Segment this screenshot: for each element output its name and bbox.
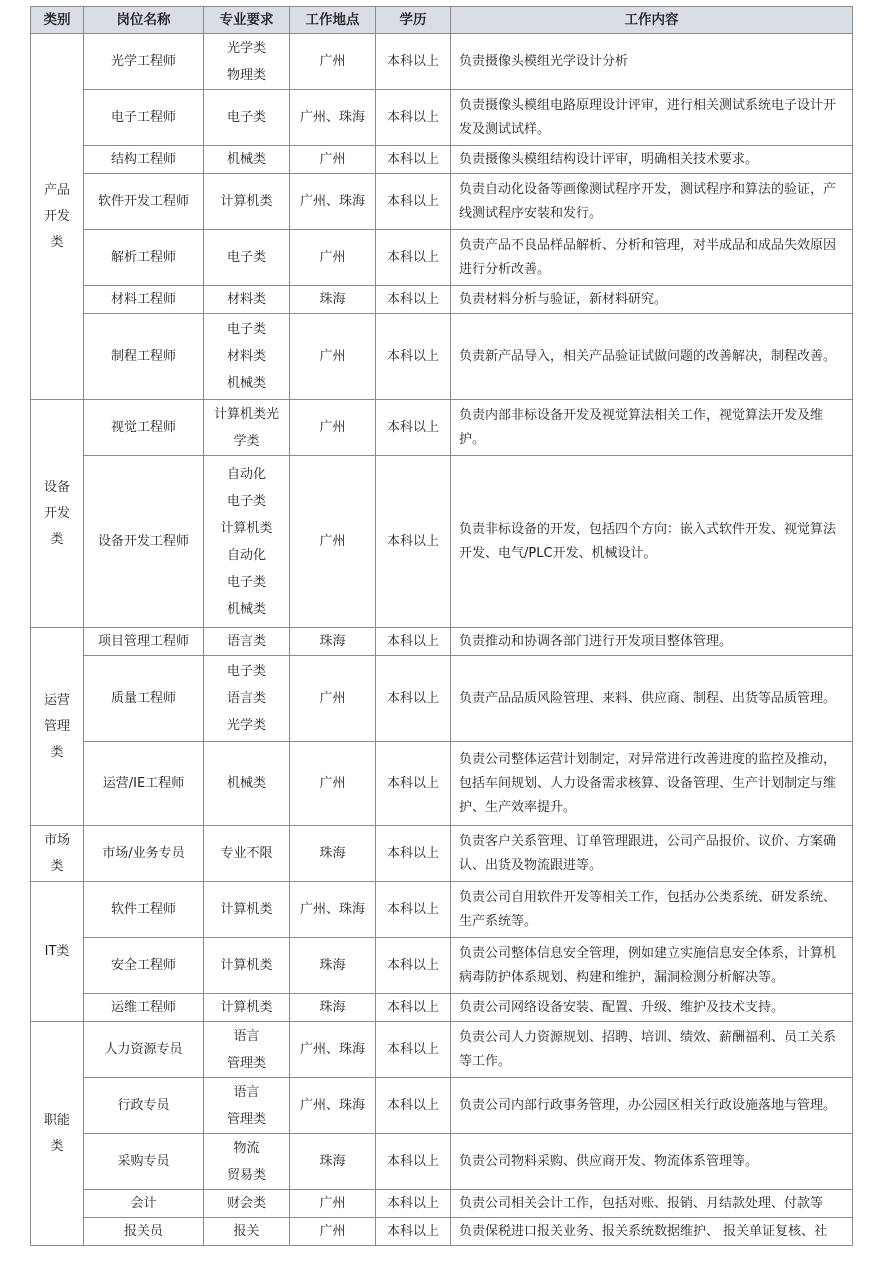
major-cell: [204, 314, 290, 400]
position-cell: 视觉工程师: [84, 400, 204, 456]
education-cell: 本科以上: [376, 400, 451, 456]
major-line: 计算机类: [220, 1000, 273, 1015]
duties-cell: 负责内部非标设备开发及视觉算法相关工作，视觉算法开发及维护。: [451, 400, 853, 456]
major-cell: [204, 994, 290, 1022]
major-line: 机械类: [226, 776, 266, 791]
category-name-line: 开发: [43, 505, 70, 521]
education-cell: 本科以上: [376, 656, 451, 742]
education-cell: 本科以上: [376, 174, 451, 230]
category-name-line: 产品: [43, 182, 70, 198]
major-line: 计算机类: [220, 958, 273, 973]
category-cell: [31, 34, 84, 400]
location-cell: 广州: [290, 656, 376, 742]
position-cell: 软件工程师: [84, 882, 204, 938]
location-cell: 广州: [290, 314, 376, 400]
education-cell: 本科以上: [376, 90, 451, 146]
table-row: [31, 1190, 853, 1218]
major-cell: [204, 1190, 290, 1218]
duties-cell: 负责摄像头模组结构设计评审，明确相关技术要求。: [451, 146, 853, 174]
major-cell: [204, 1134, 290, 1190]
category-name-line: 市场: [43, 832, 70, 848]
location-cell: 广州: [290, 1190, 376, 1218]
duties-cell: 负责公司相关会计工作，包括对账、报销、月结款处理、付款等: [451, 1190, 853, 1218]
category-name-line: 类: [50, 744, 64, 760]
major-cell: [204, 1078, 290, 1134]
major-line: 计算机类: [220, 194, 273, 209]
position-cell: 结构工程师: [84, 146, 204, 174]
duties-cell: 负责产品不良品样品解析、分析和管理，对半成品和成品失效原因进行分析改善。: [451, 230, 853, 286]
duties-cell: 负责自动化设备等画像测试程序开发，测试程序和算法的验证，产线测试程序安装和发行。: [451, 174, 853, 230]
position-cell: 设备开发工程师: [84, 456, 204, 628]
education-cell: 本科以上: [376, 994, 451, 1022]
duties-cell: 负责材料分析与验证，新材料研究。: [451, 286, 853, 314]
duties-cell: 负责保税进口报关业务、报关系统数据维护、 报关单证复核、社: [451, 1218, 853, 1246]
location-cell: 广州: [290, 1218, 376, 1246]
header-category: 类别: [31, 7, 84, 34]
category-name-line: 类: [50, 1138, 64, 1154]
major-cell: [204, 1218, 290, 1246]
location-cell: 珠海: [290, 826, 376, 882]
table-row: [31, 656, 853, 742]
location-cell: 广州、珠海: [290, 882, 376, 938]
category-cell: [31, 1022, 84, 1246]
major-line: 光学类: [226, 40, 266, 56]
education-cell: 本科以上: [376, 742, 451, 826]
duties-cell: 负责摄像头模组光学设计分析: [451, 34, 853, 90]
education-cell: 本科以上: [376, 456, 451, 628]
table-row: [31, 456, 853, 628]
major-line: 自动化: [226, 547, 266, 563]
major-cell: [204, 628, 290, 656]
table-row: [31, 994, 853, 1022]
table-row: [31, 742, 853, 826]
major-line: 电子类: [226, 250, 266, 265]
major-line: 光学类: [226, 718, 266, 733]
major-cell: [204, 656, 290, 742]
education-cell: 本科以上: [376, 938, 451, 994]
education-cell: 本科以上: [376, 314, 451, 400]
category-name-line: 管理: [43, 718, 70, 734]
category-cell: [31, 628, 84, 826]
table-row: [31, 230, 853, 286]
location-cell: 广州: [290, 146, 376, 174]
education-cell: 本科以上: [376, 34, 451, 90]
position-cell: 光学工程师: [84, 34, 204, 90]
major-line: 机械类: [226, 152, 266, 167]
location-cell: 广州: [290, 742, 376, 826]
duties-cell: 负责客户关系管理、订单管理跟进，公司产品报价、议价、方案确认、出货及物流跟进等。: [451, 826, 853, 882]
position-cell: 软件开发工程师: [84, 174, 204, 230]
position-cell: 市场/业务专员: [84, 826, 204, 882]
location-cell: 珠海: [290, 994, 376, 1022]
category-name-line: 开发: [43, 208, 70, 224]
major-line: 电子类: [226, 574, 266, 590]
position-cell: 质量工程师: [84, 656, 204, 742]
location-cell: 广州、珠海: [290, 90, 376, 146]
education-cell: 本科以上: [376, 1022, 451, 1078]
location-cell: 广州、珠海: [290, 174, 376, 230]
major-cell: [204, 230, 290, 286]
major-line: 电子类: [226, 493, 266, 509]
category-name-line: 类: [50, 531, 64, 547]
major-cell: [204, 826, 290, 882]
duties-cell: 负责公司网络设备安装、配置、升级、维护及技术支持。: [451, 994, 853, 1022]
location-cell: 广州: [290, 456, 376, 628]
major-line: 材料类: [226, 349, 266, 364]
position-cell: 材料工程师: [84, 286, 204, 314]
major-line: 电子类: [226, 664, 266, 679]
position-cell: 行政专员: [84, 1078, 204, 1134]
recruitment-table-container: [30, 6, 852, 1246]
position-cell: 项目管理工程师: [84, 628, 204, 656]
table-row: [31, 90, 853, 146]
location-cell: 广州: [290, 400, 376, 456]
location-cell: 广州、珠海: [290, 1022, 376, 1078]
education-cell: 本科以上: [376, 286, 451, 314]
major-line: 报关: [233, 1224, 260, 1239]
recruitment-table: [30, 6, 853, 1246]
major-line: 物理类: [226, 67, 266, 83]
duties-cell: 负责产品品质风险管理、来料、供应商、制程、出货等品质管理。: [451, 656, 853, 742]
duties-cell: 负责摄像头模组电路原理设计评审，进行相关测试系统电子设计开发及测试试样。: [451, 90, 853, 146]
duties-cell: 负责公司人力资源规划、招聘、培训、绩效、薪酬福利、员工关系等工作。: [451, 1022, 853, 1078]
major-cell: [204, 286, 290, 314]
education-cell: 本科以上: [376, 882, 451, 938]
major-cell: [204, 146, 290, 174]
major-line: 计算机类光: [213, 406, 279, 422]
major-cell: [204, 90, 290, 146]
category-name-line: 运营: [43, 692, 70, 708]
table-row: [31, 174, 853, 230]
location-cell: 广州: [290, 34, 376, 90]
header-location: 工作地点: [290, 7, 376, 34]
education-cell: 本科以上: [376, 628, 451, 656]
position-cell: 运维工程师: [84, 994, 204, 1022]
major-line: 机械类: [226, 601, 266, 617]
location-cell: 珠海: [290, 628, 376, 656]
table-row: [31, 1218, 853, 1246]
header-duties: 工作内容: [451, 7, 853, 34]
location-cell: 珠海: [290, 286, 376, 314]
category-name-line: 类: [50, 234, 64, 250]
position-cell: 会计: [84, 1190, 204, 1218]
duties-cell: 负责非标设备的开发，包括四个方向：嵌入式软件开发、视觉算法开发、电气/PLC开发、机械设计。: [451, 456, 853, 628]
education-cell: 本科以上: [376, 146, 451, 174]
position-cell: 安全工程师: [84, 938, 204, 994]
major-line: 计算机类: [220, 520, 273, 536]
table-row: [31, 146, 853, 174]
education-cell: 本科以上: [376, 230, 451, 286]
major-line: 物流: [233, 1140, 260, 1156]
position-cell: 采购专员: [84, 1134, 204, 1190]
table-row: [31, 314, 853, 400]
education-cell: 本科以上: [376, 826, 451, 882]
major-cell: [204, 938, 290, 994]
table-row: [31, 286, 853, 314]
header-position: 岗位名称: [84, 7, 204, 34]
location-cell: 珠海: [290, 938, 376, 994]
major-line: 语言: [233, 1028, 260, 1044]
category-name-line: IT类: [44, 943, 70, 959]
duties-cell: 负责公司物料采购、供应商开发、物流体系管理等。: [451, 1134, 853, 1190]
position-cell: 制程工程师: [84, 314, 204, 400]
major-cell: [204, 1022, 290, 1078]
position-cell: 电子工程师: [84, 90, 204, 146]
major-line: 自动化: [226, 466, 266, 482]
location-cell: 珠海: [290, 1134, 376, 1190]
table-row: [31, 400, 853, 456]
education-cell: 本科以上: [376, 1078, 451, 1134]
header-major: 专业要求: [204, 7, 290, 34]
table-row: [31, 826, 853, 882]
education-cell: 本科以上: [376, 1190, 451, 1218]
major-line: 语言类: [226, 634, 266, 649]
major-cell: [204, 174, 290, 230]
major-line: 专业不限: [220, 846, 273, 861]
location-cell: 广州: [290, 230, 376, 286]
major-line: 语言类: [226, 691, 266, 706]
header-education: 学历: [376, 7, 451, 34]
position-cell: 运营/IE工程师: [84, 742, 204, 826]
major-cell: [204, 742, 290, 826]
major-line: 机械类: [226, 376, 266, 391]
major-line: 管理类: [226, 1055, 266, 1071]
major-line: 材料类: [226, 292, 266, 307]
category-cell: [31, 400, 84, 628]
table-row: [31, 938, 853, 994]
duties-cell: 负责公司内部行政事务管理，办公园区相关行政设施落地与管理。: [451, 1078, 853, 1134]
position-cell: 解析工程师: [84, 230, 204, 286]
table-row: [31, 34, 853, 90]
duties-cell: 负责公司整体信息安全管理，例如建立实施信息安全体系，计算机病毒防护体系规划、构建和维护，漏洞检测分析解决等。: [451, 938, 853, 994]
duties-cell: 负责公司整体运营计划制定，对异常进行改善进度的监控及推动，包括车间规划、人力设备需求核算、设备管理、生产计划制定与维护、生产效率提升。: [451, 742, 853, 826]
major-line: 电子类: [226, 110, 266, 125]
category-name-line: 类: [50, 858, 64, 874]
category-cell: [31, 826, 84, 882]
major-line: 贸易类: [226, 1167, 266, 1183]
category-name-line: 设备: [43, 479, 70, 495]
header-row: [31, 7, 853, 34]
major-line: 财会类: [226, 1196, 266, 1211]
table-row: [31, 1134, 853, 1190]
major-cell: [204, 400, 290, 456]
major-cell: [204, 456, 290, 628]
table-body: [31, 34, 853, 1246]
major-line: 管理类: [226, 1111, 266, 1127]
category-name-line: 职能: [43, 1112, 70, 1128]
major-cell: [204, 882, 290, 938]
major-line: 计算机类: [220, 902, 273, 917]
duties-cell: 负责推动和协调各部门进行开发项目整体管理。: [451, 628, 853, 656]
major-line: 电子类: [226, 322, 266, 337]
duties-cell: 负责新产品导入，相关产品验证试做问题的改善解决，制程改善。: [451, 314, 853, 400]
location-cell: 广州、珠海: [290, 1078, 376, 1134]
position-cell: 报关员: [84, 1218, 204, 1246]
table-row: [31, 1022, 853, 1078]
education-cell: 本科以上: [376, 1218, 451, 1246]
education-cell: 本科以上: [376, 1134, 451, 1190]
major-line: 学类: [233, 433, 260, 449]
category-cell: [31, 882, 84, 1022]
duties-cell: 负责公司自用软件开发等相关工作，包括办公类系统、研发系统、生产系统等。: [451, 882, 853, 938]
table-row: [31, 882, 853, 938]
position-cell: 人力资源专员: [84, 1022, 204, 1078]
table-row: [31, 628, 853, 656]
table-row: [31, 1078, 853, 1134]
major-cell: [204, 34, 290, 90]
major-line: 语言: [233, 1084, 260, 1100]
